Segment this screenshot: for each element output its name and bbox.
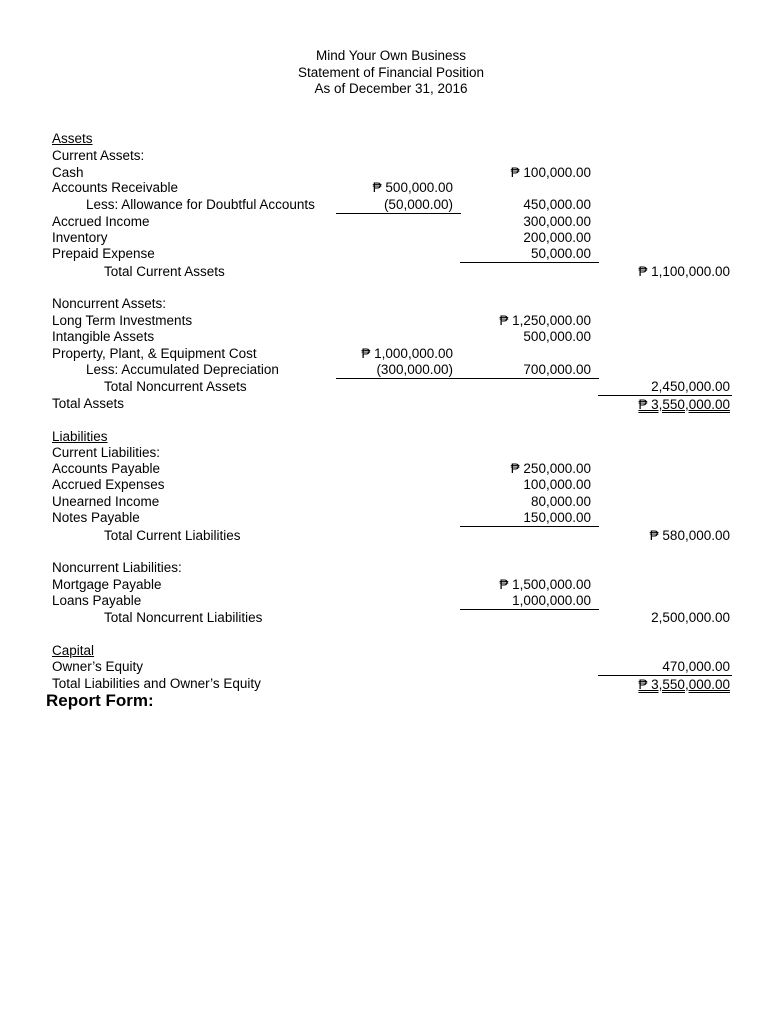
current-liabilities-heading-row [0, 444, 768, 461]
total-assets-amount: ₱ 3,550,000.00 [598, 395, 732, 413]
total-assets-row [0, 395, 768, 412]
ppe-cost-row [0, 345, 768, 362]
mortgage-payable-label: Mortgage Payable [52, 577, 162, 592]
accumulated-depreciation-row [0, 361, 768, 378]
accounts-receivable-label: Accounts Receivable [52, 180, 179, 195]
inventory-row [0, 229, 768, 246]
intangible-assets-label: Intangible Assets [52, 329, 155, 344]
accounts-receivable-row [0, 179, 768, 196]
liabilities-heading-row [0, 428, 768, 445]
owners-equity-amount: 470,000.00 [598, 658, 732, 676]
noncurrent-liabilities-heading-row [0, 559, 768, 576]
ppe-cost-label: Property, Plant, & Equipment Cost [52, 346, 257, 361]
statement-header [0, 48, 768, 98]
capital-heading-row [0, 642, 768, 659]
total-liabilities-equity-amount: ₱ 3,550,000.00 [598, 675, 732, 693]
accounts-payable-label: Accounts Payable [52, 461, 161, 476]
prepaid-expense-row [0, 245, 768, 262]
inventory-amount: 200,000.00 [523, 230, 591, 245]
loans-payable-label: Loans Payable [52, 593, 142, 608]
ppe-net-amount: 700,000.00 [460, 361, 599, 379]
total-current-assets-amount: ₱ 1,100,000.00 [638, 264, 730, 279]
intangible-assets-amount: 500,000.00 [523, 329, 591, 344]
receivable-net-amount: 450,000.00 [523, 197, 591, 212]
mortgage-payable-amount: ₱ 1,500,000.00 [499, 577, 591, 592]
capital-heading: Capital [52, 643, 95, 658]
total-liabilities-equity-label: Total Liabilities and Owner’s Equity [52, 676, 261, 691]
unearned-income-label: Unearned Income [52, 494, 160, 509]
inventory-label: Inventory [52, 230, 108, 245]
accumulated-depreciation-amount: (300,000.00) [336, 361, 461, 379]
accrued-income-label: Accrued Income [52, 214, 150, 229]
long-term-investments-row [0, 312, 768, 329]
total-assets-label: Total Assets [52, 396, 125, 411]
mortgage-payable-row [0, 576, 768, 593]
total-current-assets-row [0, 263, 768, 280]
current-liabilities-heading: Current Liabilities: [52, 445, 161, 460]
total-current-assets-label: Total Current Assets [104, 264, 225, 279]
current-assets-heading: Current Assets: [52, 148, 145, 163]
owners-equity-label: Owner’s Equity [52, 659, 144, 674]
notes-payable-label: Notes Payable [52, 510, 140, 525]
loans-payable-row [0, 592, 768, 609]
assets-heading: Assets [52, 131, 93, 146]
accrued-expenses-label: Accrued Expenses [52, 477, 165, 492]
total-current-liabilities-amount: ₱ 580,000.00 [649, 528, 730, 543]
statement-date: As of December 31, 2016 [314, 81, 468, 96]
noncurrent-assets-heading: Noncurrent Assets: [52, 296, 167, 311]
accrued-income-amount: 300,000.00 [523, 214, 591, 229]
notes-payable-amount: 150,000.00 [460, 509, 599, 527]
ppe-cost-amount: ₱ 1,000,000.00 [361, 346, 453, 361]
noncurrent-liabilities-heading: Noncurrent Liabilities: [52, 560, 182, 575]
accumulated-depreciation-label: Less: Accumulated Depreciation [86, 362, 279, 377]
accounts-payable-row [0, 460, 768, 477]
accounts-payable-amount: ₱ 250,000.00 [510, 461, 591, 476]
accrued-expenses-row [0, 476, 768, 493]
unearned-income-amount: 80,000.00 [530, 494, 591, 509]
accrued-expenses-amount: 100,000.00 [523, 477, 591, 492]
cash-label: Cash [52, 165, 84, 180]
long-term-investments-amount: ₱ 1,250,000.00 [499, 313, 591, 328]
long-term-investments-label: Long Term Investments [52, 313, 193, 328]
accounts-receivable-gross: ₱ 500,000.00 [372, 180, 453, 195]
allowance-label: Less: Allowance for Doubtful Accounts [86, 197, 315, 212]
assets-heading-row [0, 130, 768, 147]
company-name: Mind Your Own Business [315, 48, 467, 63]
prepaid-expense-amount: 50,000.00 [460, 245, 599, 263]
liabilities-heading: Liabilities [52, 429, 108, 444]
total-noncurrent-liabilities-row [0, 609, 768, 626]
total-noncurrent-assets-label: Total Noncurrent Assets [104, 379, 247, 394]
notes-payable-row [0, 509, 768, 526]
total-noncurrent-liabilities-label: Total Noncurrent Liabilities [104, 610, 263, 625]
noncurrent-assets-heading-row [0, 295, 768, 312]
loans-payable-amount: 1,000,000.00 [460, 592, 599, 610]
cash-amount: ₱ 100,000.00 [510, 165, 591, 180]
total-noncurrent-liabilities-amount: 2,500,000.00 [651, 610, 730, 625]
statement-title: Statement of Financial Position [297, 64, 485, 80]
total-current-liabilities-label: Total Current Liabilities [104, 528, 241, 543]
allowance-amount: (50,000.00) [336, 196, 461, 214]
total-noncurrent-assets-amount: 2,450,000.00 [651, 379, 730, 394]
current-assets-heading-row [0, 147, 768, 164]
intangible-assets-row [0, 328, 768, 345]
owners-equity-row [0, 658, 768, 675]
report-form-caption: Report Form: [46, 691, 154, 710]
prepaid-expense-label: Prepaid Expense [52, 246, 155, 261]
allowance-row [0, 196, 768, 213]
total-noncurrent-assets-row [0, 378, 768, 395]
unearned-income-row [0, 493, 768, 510]
accrued-income-row [0, 213, 768, 230]
total-liabilities-equity-row [0, 675, 768, 692]
total-current-liabilities-row [0, 527, 768, 544]
